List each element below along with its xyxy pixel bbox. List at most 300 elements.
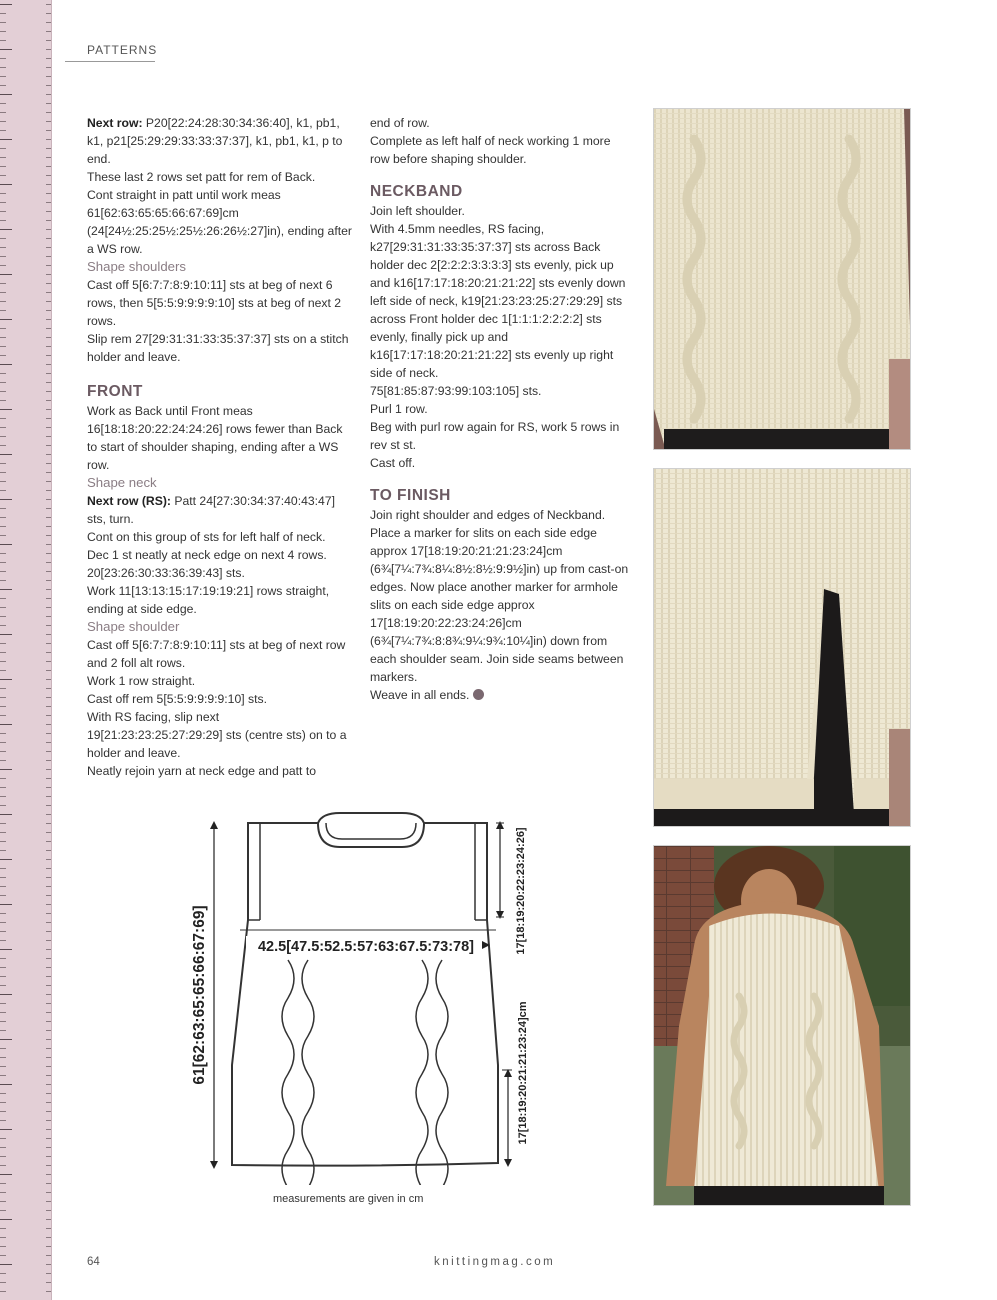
paragraph-end-of-row: end of row. Complete as left half of neck working 1 more row before shaping shoulder.: [370, 116, 611, 166]
ruler-tick: [0, 319, 12, 320]
ruler-tick: [46, 436, 51, 437]
ruler-tick: [0, 850, 6, 851]
ruler-tick: [46, 130, 51, 131]
ruler-tick: [0, 1147, 6, 1148]
ruler-tick: [46, 13, 51, 14]
ruler-tick: [0, 724, 12, 725]
ruler-tick: [0, 589, 12, 590]
ruler-tick: [46, 499, 51, 500]
ruler-tick: [46, 733, 51, 734]
ruler-tick: [0, 1048, 6, 1049]
ruler-tick: [46, 967, 51, 968]
ruler-tick: [0, 211, 6, 212]
next-row-text: P20[22:24:28:30:34:36:40], k1, pb1, k1, p21[25:29:29:33:33:37:37], k1, pb1, k1, p to end. These last 2 rows set patt for rem of Back. Cont straight in patt until work meas 61[62:63:65:65:66:67:69]cm (24[24½:25:25½:25½:26:26½:27]in), ending after a WS row.: [87, 116, 352, 256]
ruler-tick: [0, 931, 6, 932]
ruler-tick: [0, 553, 6, 554]
ruler-tick: [46, 247, 51, 248]
ruler-tick: [46, 193, 51, 194]
ruler-tick: [46, 1075, 51, 1076]
ruler-tick: [46, 85, 51, 86]
ruler-tick: [0, 796, 6, 797]
ruler-tick: [0, 445, 6, 446]
ruler-tick: [0, 1156, 6, 1157]
ruler-tick: [46, 940, 51, 941]
ruler-tick: [46, 517, 51, 518]
ruler-tick: [0, 76, 6, 77]
ruler-tick: [46, 211, 51, 212]
ruler-tick: [46, 1003, 51, 1004]
ruler-tick: [46, 202, 51, 203]
ruler-tick: [46, 751, 51, 752]
ruler-tick: [46, 1021, 51, 1022]
ruler-tick: [46, 139, 51, 140]
ruler-tick: [0, 1210, 6, 1211]
ruler-tick: [0, 265, 6, 266]
ruler-tick: [46, 184, 51, 185]
ruler-tick: [0, 742, 6, 743]
ruler-tick: [0, 895, 6, 896]
ruler-tick: [0, 148, 6, 149]
ruler-tick: [46, 652, 51, 653]
ruler-tick: [46, 562, 51, 563]
ruler-tick: [46, 445, 51, 446]
ruler-tick: [46, 868, 51, 869]
ruler-tick: [46, 1273, 51, 1274]
ruler-tick: [0, 661, 6, 662]
ruler-tick: [46, 166, 51, 167]
ruler-tick: [46, 958, 51, 959]
ruler-tick: [46, 1264, 51, 1265]
ruler-tick: [0, 580, 6, 581]
ruler-tick: [0, 409, 12, 410]
ruler-tick: [0, 544, 12, 545]
ruler-tick: [46, 535, 51, 536]
ruler-tick: [46, 454, 51, 455]
ruler-tick: [46, 634, 51, 635]
ruler-tick: [46, 112, 51, 113]
ruler-tick: [0, 364, 12, 365]
ruler-tick: [46, 697, 51, 698]
ruler-tick: [0, 1111, 6, 1112]
ruler-tick: [0, 814, 12, 815]
ruler-tick: [0, 166, 6, 167]
ruler-tick: [0, 877, 6, 878]
ruler-tick: [0, 454, 12, 455]
ruler-tick: [46, 22, 51, 23]
ruler-tick: [0, 49, 12, 50]
ruler-tick: [0, 1138, 6, 1139]
ruler-tick: [46, 310, 51, 311]
paragraph-front: Work as Back until Front meas 16[18:18:20:22:24:24:26] rows fewer than Back to start of shoulder shaping, ending after a WS row.: [87, 404, 343, 472]
ruler-tick: [46, 1255, 51, 1256]
ruler-tick: [46, 238, 51, 239]
ruler-tick: [0, 184, 12, 185]
ruler-tick: [46, 976, 51, 977]
ruler-tick: [0, 859, 12, 860]
ruler-tick: [46, 4, 51, 5]
ruler-tick: [46, 328, 51, 329]
ruler-tick: [0, 688, 6, 689]
ruler-tick: [46, 850, 51, 851]
ruler-tick: [46, 427, 51, 428]
ruler-tick: [0, 1219, 12, 1220]
ruler-tick: [46, 1291, 51, 1292]
ruler-tick: [46, 463, 51, 464]
ruler-tick: [46, 355, 51, 356]
ruler-tick: [46, 49, 51, 50]
ruler-tick: [0, 1192, 6, 1193]
pattern-column-2: [370, 114, 632, 704]
ruler-tick: [46, 796, 51, 797]
ruler-tick: [46, 301, 51, 302]
slit-label: 17[18:19:20:21:21:23:24]cm: [517, 1001, 529, 1145]
ruler-tick: [0, 958, 6, 959]
ruler-tick: [46, 1201, 51, 1202]
ruler-tick: [46, 1138, 51, 1139]
ruler-tick: [46, 1129, 51, 1130]
width-label: 42.5[47.5:52.5:57:63:67.5:73:78]: [257, 939, 475, 955]
ruler-tick: [46, 508, 51, 509]
ruler-tick: [0, 301, 6, 302]
ruler-tick: [46, 391, 51, 392]
ruler-tick: [46, 58, 51, 59]
ruler-tick: [46, 607, 51, 608]
ruler-tick: [46, 373, 51, 374]
photo-sweater-front-detail: [653, 108, 911, 450]
ruler-tick: [46, 229, 51, 230]
ruler-tick: [0, 526, 6, 527]
ruler-tick: [46, 1237, 51, 1238]
ruler-tick: [46, 364, 51, 365]
ruler-tick: [46, 841, 51, 842]
ruler-tick: [46, 904, 51, 905]
schematic-diagram: [180, 805, 540, 1185]
finish-text: Join right shoulder and edges of Neckband. Place a marker for slits on each side edge approx 17[18:19:20:21:21:23:24]cm (6¾[7¼:7¾:8¼:8½:8½:9:9½]in) up from cast-on edges. Now place another marker for armhole slits on each side edge approx 17[18:19:20:22:23:24:26]cm (6¾[7¼:7¾:8:8¾:9¼:9¾:10¼]in) down from each shoulder seam. Join side seams between markers. Weave in all ends.: [370, 508, 629, 702]
ruler-tick: [0, 139, 12, 140]
ruler-tick: [0, 571, 6, 572]
ruler-tick: [0, 427, 6, 428]
ruler-tick: [46, 265, 51, 266]
ruler-tick: [46, 724, 51, 725]
ruler-tick: [0, 940, 6, 941]
ruler-tick: [46, 292, 51, 293]
ruler-tick: [46, 220, 51, 221]
ruler-tick: [46, 787, 51, 788]
ruler-tick: [46, 877, 51, 878]
ruler-tick: [0, 769, 12, 770]
ruler-tick: [46, 706, 51, 707]
ruler-tick: [0, 229, 12, 230]
ruler-tick: [0, 499, 12, 500]
ruler-tick: [46, 1048, 51, 1049]
ruler-tick: [0, 310, 6, 311]
ruler-tick: [46, 382, 51, 383]
ruler-tick: [0, 715, 6, 716]
ruler-tick: [46, 598, 51, 599]
ruler-tick: [0, 346, 6, 347]
ruler-tick: [0, 535, 6, 536]
ruler-tick: [0, 832, 6, 833]
ruler-tick: [0, 643, 6, 644]
ruler-tick: [46, 490, 51, 491]
ruler-tick: [46, 481, 51, 482]
ruler-tick: [0, 1093, 6, 1094]
ruler-tick: [0, 13, 6, 14]
ruler-tick: [0, 1237, 6, 1238]
ruler-tick: [0, 1246, 6, 1247]
ruler-tick: [0, 472, 6, 473]
heading-front: FRONT: [87, 383, 143, 400]
photo-sweater-side-slit: [653, 468, 911, 827]
ruler-tick: [0, 337, 6, 338]
ruler-tick: [0, 4, 12, 5]
ruler-tick: [46, 688, 51, 689]
ruler-tick: [0, 787, 6, 788]
ruler-tick: [46, 886, 51, 887]
length-label: 61[62:63:65:65:66:67:69]: [191, 905, 208, 1085]
section-divider: [65, 61, 155, 62]
ruler-tick: [46, 1120, 51, 1121]
ruler-tick: [0, 202, 6, 203]
ruler-tick: [0, 598, 6, 599]
page-number: 64: [87, 1256, 100, 1268]
heading-neckband: NECKBAND: [370, 183, 463, 200]
ruler-tick: [0, 1084, 12, 1085]
ruler-tick: [0, 1075, 6, 1076]
ruler-tick: [0, 58, 6, 59]
ruler-tick: [0, 1039, 12, 1040]
ruler-tick: [46, 814, 51, 815]
site-footer: knittingmag.com: [434, 1256, 556, 1268]
ruler-tick: [0, 193, 6, 194]
ruler-tick: [0, 328, 6, 329]
ruler-tick: [46, 832, 51, 833]
ruler-tick: [46, 670, 51, 671]
ruler-tick: [46, 256, 51, 257]
page-ruler: [0, 0, 52, 1300]
ruler-tick: [46, 40, 51, 41]
ruler-tick: [0, 373, 6, 374]
ruler-tick: [46, 1156, 51, 1157]
ruler-tick: [46, 580, 51, 581]
ruler-tick: [0, 625, 6, 626]
ruler-tick: [46, 400, 51, 401]
ruler-tick: [46, 760, 51, 761]
subheading-shape-neck: Shape neck: [87, 475, 157, 490]
paragraph-neckband: Join left shoulder. With 4.5mm needles, RS facing, k27[29:31:31:33:35:37:37] sts across Back holder dec 2[2:2:2:3:3:3:3] sts evenly, pick up and k16[17:17:18:20:21:21:22] sts evenly down left side of neck, k19[21:23:23:25:27:29:29] sts across Front holder dec 1[1:1:1:2:2:2:2] sts evenly, finally pick up and k16[17:17:18:20:21:21:22] sts evenly up right side of neck. 75[81:85:87:93:99:103:105] sts. Purl 1 row. Beg with purl row again for RS, work 5 rows in rev st st. Cast off.: [370, 204, 626, 470]
ruler-tick: [0, 1120, 6, 1121]
ruler-tick: [46, 1102, 51, 1103]
ruler-tick: [0, 652, 6, 653]
ruler-tick: [0, 418, 6, 419]
ruler-tick: [0, 481, 6, 482]
ruler-tick: [0, 1174, 12, 1175]
ruler-tick: [46, 175, 51, 176]
ruler-tick: [0, 922, 6, 923]
ruler-tick: [0, 1129, 12, 1130]
ruler-tick: [0, 103, 6, 104]
ruler-tick: [0, 1165, 6, 1166]
ruler-tick: [46, 571, 51, 572]
next-row-lead: Next row:: [87, 116, 143, 130]
ruler-tick: [0, 607, 6, 608]
ruler-tick: [0, 1003, 6, 1004]
ruler-tick: [0, 868, 6, 869]
ruler-tick: [0, 220, 6, 221]
diagram-caption: measurements are given in cm: [273, 1193, 424, 1205]
ruler-tick: [0, 886, 6, 887]
ruler-tick: [46, 742, 51, 743]
ruler-tick: [0, 841, 6, 842]
pattern-column-1: [87, 114, 352, 780]
next-row-rs-lead: Next row (RS):: [87, 494, 171, 508]
ruler-tick: [0, 292, 6, 293]
ruler-tick: [46, 661, 51, 662]
ruler-tick: [0, 706, 6, 707]
ruler-tick: [46, 274, 51, 275]
ruler-tick: [46, 859, 51, 860]
ruler-tick: [0, 400, 6, 401]
ruler-tick: [0, 238, 6, 239]
ruler-tick: [0, 382, 6, 383]
ruler-tick: [0, 463, 6, 464]
ruler-tick: [0, 562, 6, 563]
ruler-tick: [0, 436, 6, 437]
paragraph-finish: [370, 506, 632, 704]
ruler-tick: [46, 1165, 51, 1166]
ruler-tick: [0, 355, 6, 356]
ruler-tick: [0, 949, 12, 950]
ruler-tick: [46, 1219, 51, 1220]
ruler-tick: [0, 778, 6, 779]
ruler-tick: [46, 418, 51, 419]
ruler-tick: [0, 994, 12, 995]
ruler-tick: [0, 175, 6, 176]
ruler-tick: [0, 1057, 6, 1058]
ruler-tick: [0, 823, 6, 824]
ruler-tick: [0, 1282, 6, 1283]
ruler-tick: [46, 346, 51, 347]
neck-text: Patt 24[27:30:34:37:40:43:47] sts, turn. Cont on this group of sts for left half of neck. Dec 1 st neatly at neck edge on next 4 rows. 20[23:26:30:33:36:39:43] sts. Work 11[13:13:15:17:19:19:21] rows straight, ending at side edge.: [87, 494, 335, 616]
ruler-tick: [46, 337, 51, 338]
ruler-tick: [0, 1228, 6, 1229]
ruler-tick: [0, 1030, 6, 1031]
ruler-tick: [0, 985, 6, 986]
ruler-tick: [0, 616, 6, 617]
ruler-tick: [46, 1066, 51, 1067]
ruler-tick: [46, 1039, 51, 1040]
ruler-tick: [0, 1102, 6, 1103]
ruler-tick: [0, 517, 6, 518]
ruler-tick: [46, 778, 51, 779]
ruler-tick: [46, 544, 51, 545]
paragraph-shoulder: Cast off 5[6:7:7:8:9:10:11] sts at beg of next row and 2 foll alt rows. Work 1 row straight. Cast off rem 5[5:5:9:9:9:9:10] sts. With RS facing, slip next 19[21:23:23:25:27:29:29] sts (centre sts) on to a holder and leave. Neatly rejoin yarn at neck edge and patt to: [87, 638, 347, 778]
ruler-tick: [46, 67, 51, 68]
ruler-tick: [46, 679, 51, 680]
ruler-tick: [46, 823, 51, 824]
ruler-tick: [0, 283, 6, 284]
ruler-tick: [46, 715, 51, 716]
ruler-tick: [46, 1147, 51, 1148]
ruler-tick: [0, 1012, 6, 1013]
section-label: PATTERNS: [87, 43, 158, 57]
ruler-tick: [46, 1228, 51, 1229]
ruler-tick: [0, 490, 6, 491]
ruler-tick: [0, 697, 6, 698]
ruler-tick: [46, 1012, 51, 1013]
ruler-tick: [0, 22, 6, 23]
ruler-tick: [0, 247, 6, 248]
ruler-tick: [0, 1255, 6, 1256]
ruler-tick: [0, 760, 6, 761]
heading-to-finish: TO FINISH: [370, 487, 451, 504]
ruler-tick: [0, 40, 6, 41]
ruler-tick: [0, 157, 6, 158]
ruler-tick: [0, 751, 6, 752]
ruler-tick: [46, 1030, 51, 1031]
ruler-tick: [46, 157, 51, 158]
ruler-tick: [46, 1093, 51, 1094]
ruler-tick: [46, 589, 51, 590]
ruler-tick: [46, 931, 51, 932]
ruler-tick: [0, 904, 12, 905]
ruler-tick: [46, 76, 51, 77]
ruler-tick: [0, 1201, 6, 1202]
ruler-tick: [0, 913, 6, 914]
ruler-tick: [0, 733, 6, 734]
ruler-tick: [46, 1183, 51, 1184]
paragraph-neck: [87, 492, 352, 618]
ruler-tick: [0, 130, 6, 131]
ruler-tick: [46, 625, 51, 626]
paragraph-next-row: [87, 114, 352, 258]
ruler-tick: [46, 121, 51, 122]
ruler-tick: [0, 1183, 6, 1184]
ruler-tick: [46, 922, 51, 923]
subheading-shape-shoulder: Shape shoulder: [87, 619, 180, 634]
armhole-label: 17[18:19:20:22:23:24:26]: [515, 827, 527, 955]
ruler-tick: [46, 103, 51, 104]
ruler-tick: [0, 256, 6, 257]
ruler-tick: [46, 1084, 51, 1085]
ruler-tick: [0, 634, 12, 635]
ruler-tick: [0, 391, 6, 392]
ruler-tick: [46, 1282, 51, 1283]
ruler-tick: [46, 1246, 51, 1247]
ruler-tick: [46, 1210, 51, 1211]
ruler-tick: [46, 1174, 51, 1175]
ruler-tick: [0, 112, 6, 113]
paragraph-shoulders: Cast off 5[6:7:7:8:9:10:11] sts at beg of next 6 rows, then 5[5:5:9:9:9:9:10] sts at beg of next 2 rows. Slip rem 27[29:31:31:33:35:37:37] sts on a stitch holder and leave.: [87, 278, 349, 364]
ruler-tick: [0, 967, 6, 968]
ruler-tick: [46, 94, 51, 95]
ruler-tick: [0, 679, 12, 680]
ruler-tick: [0, 94, 12, 95]
ruler-tick: [0, 508, 6, 509]
subheading-shape-shoulders: Shape shoulders: [87, 259, 186, 274]
ruler-tick: [46, 148, 51, 149]
ruler-tick: [46, 913, 51, 914]
ruler-tick: [46, 1057, 51, 1058]
ruler-tick: [0, 1291, 6, 1292]
end-mark-icon: [473, 689, 484, 700]
photo-sweater-back-model: [653, 845, 911, 1206]
ruler-tick: [46, 472, 51, 473]
ruler-tick: [46, 895, 51, 896]
ruler-tick: [46, 616, 51, 617]
ruler-tick: [46, 526, 51, 527]
ruler-tick: [46, 949, 51, 950]
